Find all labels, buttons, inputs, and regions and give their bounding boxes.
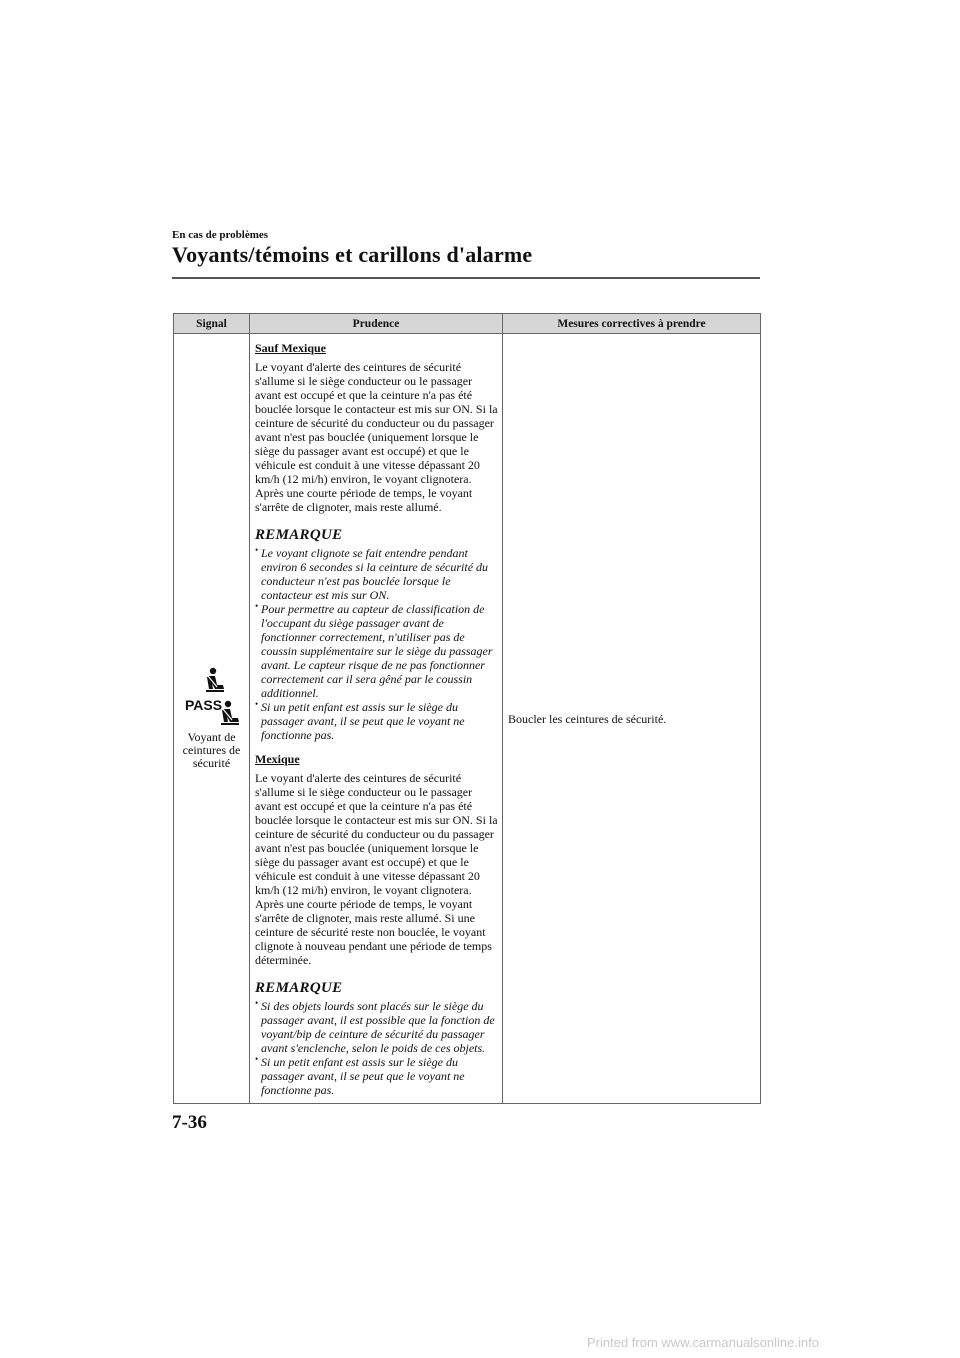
footer-site-text: Printed from www.carmanualsonline.info xyxy=(587,1335,819,1350)
seatbelt-warning-icon xyxy=(184,667,240,725)
table-header-row xyxy=(174,314,761,334)
column-header-signal: Signal xyxy=(174,314,250,334)
signal-cell xyxy=(174,334,250,1104)
warning-table xyxy=(173,313,761,1104)
column-header-prudence: Prudence xyxy=(250,314,503,334)
section-heading: Sauf Mexique xyxy=(255,341,327,355)
table-row xyxy=(174,334,761,1104)
section-mexique xyxy=(255,752,499,1097)
prudence-cell xyxy=(250,334,503,1104)
title-rule xyxy=(172,277,760,279)
note-item: • Pour permettre au capteur de classification de l'occupant du siège passager avant de fonctionner correctement, n'utiliser pas de coussin supplémentaire sur le siège du passager avant. Le capteur risque de ne pas fonctionner correctement car il sera gêné par le coussin additionnel. xyxy=(255,602,499,700)
note-title: REMARQUE xyxy=(255,527,343,543)
note-list xyxy=(255,546,499,742)
section-label: En cas de problèmes xyxy=(172,229,269,241)
note-list xyxy=(255,999,499,1097)
section-body: Le voyant d'alerte des ceintures de sécurité s'allume si le siège conducteur ou le passager avant est occupé et que la ceinture n'a pas été bouclée lorsque le contacteur est mis sur ON. Si la ceinture de sécurité du conducteur ou du passager avant n'est pas bouclée (uniquement lorsque le siège du passager avant est occupé) et que le véhicule est conduit à une vitesse dépassant 20 km/h (12 mi/h) environ, le voyant clignotera. Après une courte période de temps, le voyant s'arrête de clignoter, mais reste allumé. Si une ceinture de sécurité reste non bouclée, le voyant clignote à nouveau pendant une période de temps déterminée. xyxy=(255,771,498,967)
page-title: Voyants/témoins et carillons d'alarme xyxy=(172,242,533,267)
section-body: Le voyant d'alerte des ceintures de sécurité s'allume si le siège conducteur ou le passager avant est occupé et que la ceinture n'a pas été bouclée lorsque le contacteur est mis sur ON. Si la ceinture de sécurité du conducteur ou du passager avant n'est pas bouclée (uniquement lorsque le siège du passager avant est occupé) et que le véhicule est conduit à une vitesse dépassant 20 km/h (12 mi/h) environ, le voyant clignotera. Après une courte période de temps, le voyant s'arrête de clignoter, mais reste allumé. xyxy=(255,360,498,514)
note-item: • Si un petit enfant est assis sur le siège du passager avant, il se peut que le voyant ne fonctionne pas. xyxy=(255,700,499,742)
page-number: 7-36 xyxy=(172,1112,207,1133)
note-item: • Le voyant clignote se fait entendre pendant environ 6 secondes si la ceinture de sécurité du conducteur n'est pas bouclée lorsque le contacteur est mis sur ON. xyxy=(255,546,499,602)
pass-badge-text: PASS xyxy=(184,697,222,713)
note-item: • Si des objets lourds sont placés sur le siège du passager avant, il est possible que la fonction de voyant/bip de ceinture de sécurité du passager avant s'enclenche, selon le poids de ces objets. xyxy=(255,999,499,1055)
column-header-actions: Mesures correctives à prendre xyxy=(503,314,761,334)
signal-label: Voyant de ceintures de sécurité xyxy=(182,730,241,770)
section-heading: Mexique xyxy=(255,752,300,766)
action-cell: Boucler les ceintures de sécurité. xyxy=(503,334,761,1104)
note-item: • Si un petit enfant est assis sur le siège du passager avant, il se peut que le voyant ne fonctionne pas. xyxy=(255,1055,499,1097)
note-title: REMARQUE xyxy=(255,980,343,996)
section-sauf-mexique xyxy=(255,341,499,742)
